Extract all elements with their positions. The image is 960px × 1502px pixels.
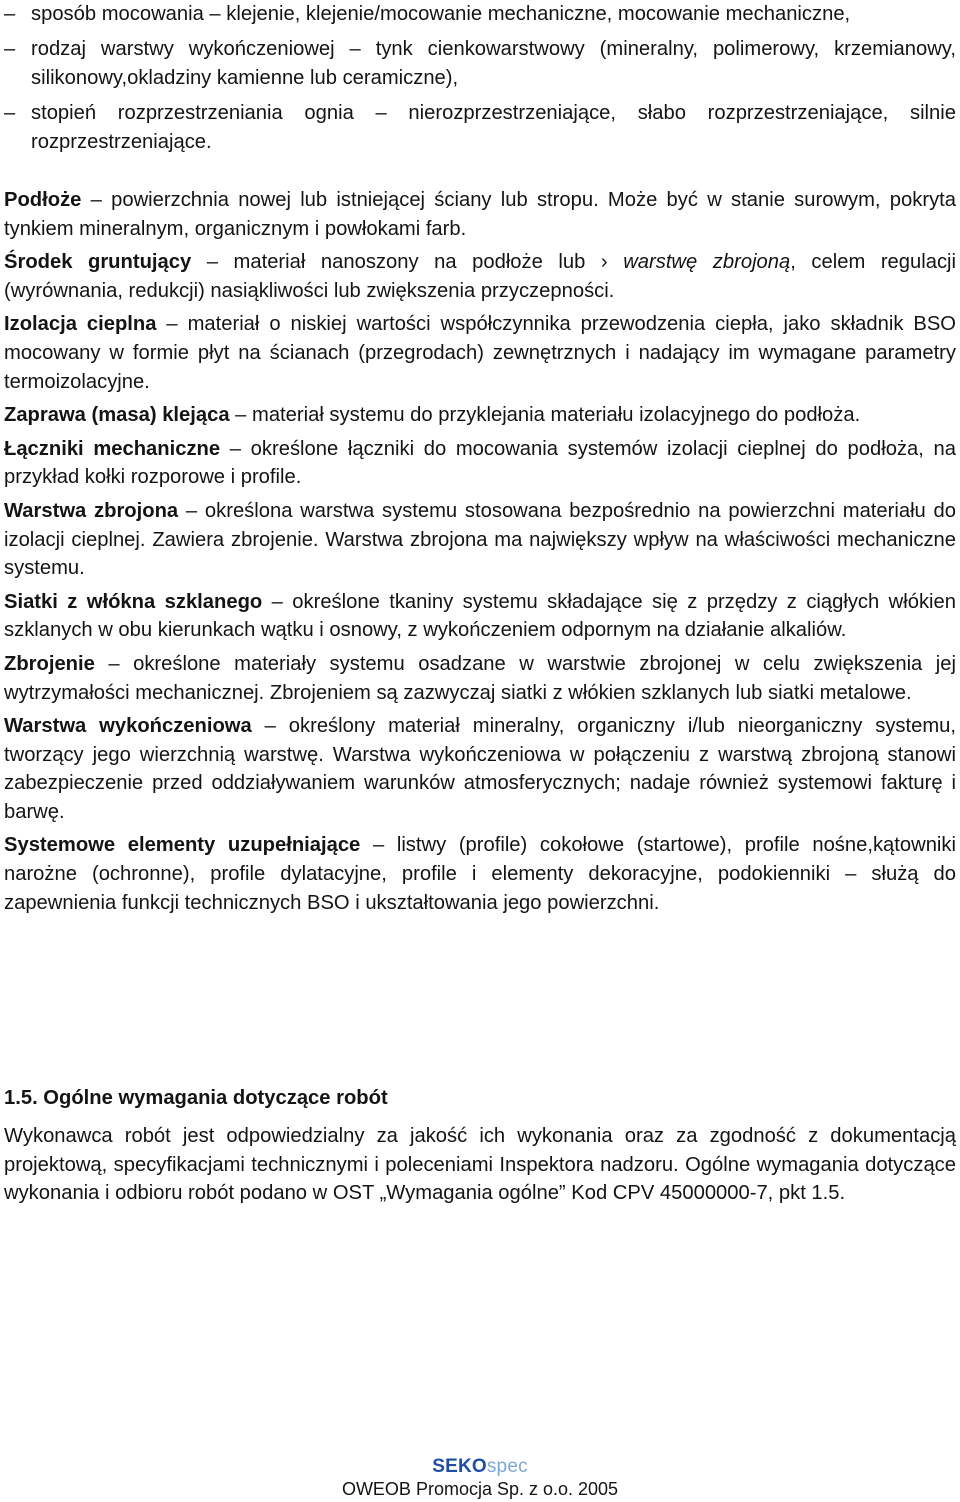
page-footer (0, 1456, 960, 1500)
list-item (4, 0, 956, 29)
definition-term: Warstwa wykończeniowa (4, 715, 252, 738)
definition-italic-reference: warstwę zbrojoną (623, 251, 791, 274)
dash-marker: – (4, 102, 16, 124)
definition-text: – określona warstwa systemu stosowana bezpośrednio na powierzchni materiału do izolacji cieplnej. Zawiera zbrojenie. Warstwa zbrojona ma największy wpływ na właściwości mechaniczne systemu. (4, 499, 956, 580)
definition-izolacja-cieplna (4, 310, 956, 396)
definition-term: Warstwa zbrojona (4, 499, 179, 522)
definition-text: – powierzchnia nowej lub istniejącej ściany lub stropu. Może być w stanie surowym, pokryta tynkiem mineralnym, organicznym i powłokami farb. (4, 189, 956, 240)
definition-text: , celem regulacji (wyrównania, redukcji) nasiąkliwości lub zwiększenia przyczepności. (4, 251, 957, 302)
logo-part-spec: spec (486, 1456, 528, 1477)
definition-text: – określony materiał mineralny, organiczny i/lub nieorganiczny systemu, tworzący jego wierzchnią warstwę. Warstwa wykończeniowa w połączeniu z warstwą zbrojoną stanowi zabezpieczenie przed oddziaływaniem warunków atmosferycznych; nadaje również systemowi fakturę i barwę. (4, 715, 956, 823)
definition-term: Łączniki mechaniczne (4, 437, 221, 460)
list-item (4, 99, 956, 157)
definition-zaprawa (4, 401, 956, 430)
section-title: Ogólne wymagania dotyczące robót (37, 1087, 388, 1109)
definition-zbrojenie (4, 650, 956, 707)
bullet-list (4, 0, 956, 163)
definition-warstwa-wykonczeniowa (4, 712, 956, 826)
definition-text: – materiał nanoszony na podłoże lub › (191, 251, 624, 274)
dash-marker: – (4, 38, 16, 60)
list-item (4, 35, 956, 93)
section-heading (4, 1083, 956, 1113)
definition-srodek-gruntujacy (4, 248, 956, 305)
definition-term: Zaprawa (masa) klejąca (4, 404, 230, 427)
definition-text: – określone tkaniny systemu składające się z przędzy z ciągłych włókien szklanych w obu kierunkach wątku i osnowy, z wykończeniem odpornym na działanie alkaliów. (4, 590, 956, 642)
section-body: Wykonawca robót jest odpowiedzialny za jakość ich wykonania oraz za zgodność z dokumentacją projektową, specyfikacjami technicznymi i poleceniami Inspektora nadzoru. Ogólne wymagania dotyczące wykonania i odbioru robót podano w OST „Wymagania ogólne” Kod CPV 45000000-7, pkt 1.5. (4, 1125, 956, 1205)
definition-text: – listwy (profile) cokołowe (startowe), profile nośne,kątowniki narożne (ochronne), profile dylatacyjne, profile i elementy dekoracyjne, podokienniki – służą do zapewnienia funkcji technicznych BSO i ukształtowania jego powierzchni. (4, 834, 956, 914)
definition-term: Zbrojenie (4, 652, 95, 675)
definition-siatki (4, 588, 956, 645)
dash-marker: – (4, 3, 16, 25)
definition-term: Środek gruntujący (4, 251, 192, 274)
footer-text: OWEOB Promocja Sp. z o.o. 2005 (341, 1479, 619, 1499)
definition-term: Podłoże (4, 189, 82, 211)
definition-text: – określone materiały systemu osadzane w warstwie zbrojonej w celu zwiększenia jej wytrzymałości mechanicznej. Zbrojeniem są zazwyczaj siatki z włókien szklanych lub siatki metalowe. (4, 652, 956, 704)
definition-text: – materiał systemu do przyklejania materiału izolacyjnego do podłoża. (229, 404, 861, 427)
definition-term: Systemowe elementy uzupełniające (4, 834, 361, 857)
list-item-text: rodzaj warstwy wykończeniowej – tynk cienkowarstwowy (mineralny, polimerowy, krzemianowy, silikonowy,okladziny kamienne lub ceramiczne), (31, 38, 956, 89)
definition-text: – materiał o niskiej wartości współczynnika przewodzenia ciepła, jako składnik BSO mocowany w formie płyt na ścianach (przegrodach) zewnętrznych i nadający im wymagane parametry termoizolacyjne. (4, 313, 956, 393)
definition-laczniki (4, 435, 956, 492)
sekospec-logo (0, 1456, 960, 1478)
definition-term: Siatki z włókna szklanego (4, 590, 263, 613)
definition-text: – określone łączniki do mocowania systemów izolacji cieplnej do podłoża, na przykład kołki rozporowe i profile. (4, 437, 956, 489)
list-item-text: sposób mocowania – klejenie, klejenie/mocowanie mechaniczne, mocowanie mechaniczne, (31, 3, 851, 25)
definition-podloze (4, 186, 956, 243)
definition-systemowe-elementy (4, 831, 956, 917)
definition-warstwa-zbrojona (4, 497, 956, 583)
list-item-text: stopień rozprzestrzeniania ognia – nierozprzestrzeniające, słabo rozprzestrzeniające, silnie rozprzestrzeniające. (31, 102, 956, 153)
section-number: 1.5. (4, 1087, 38, 1109)
definition-term: Izolacja cieplna (4, 313, 157, 336)
definitions-list (4, 186, 956, 922)
logo-part-seko: SEKO (432, 1456, 487, 1477)
